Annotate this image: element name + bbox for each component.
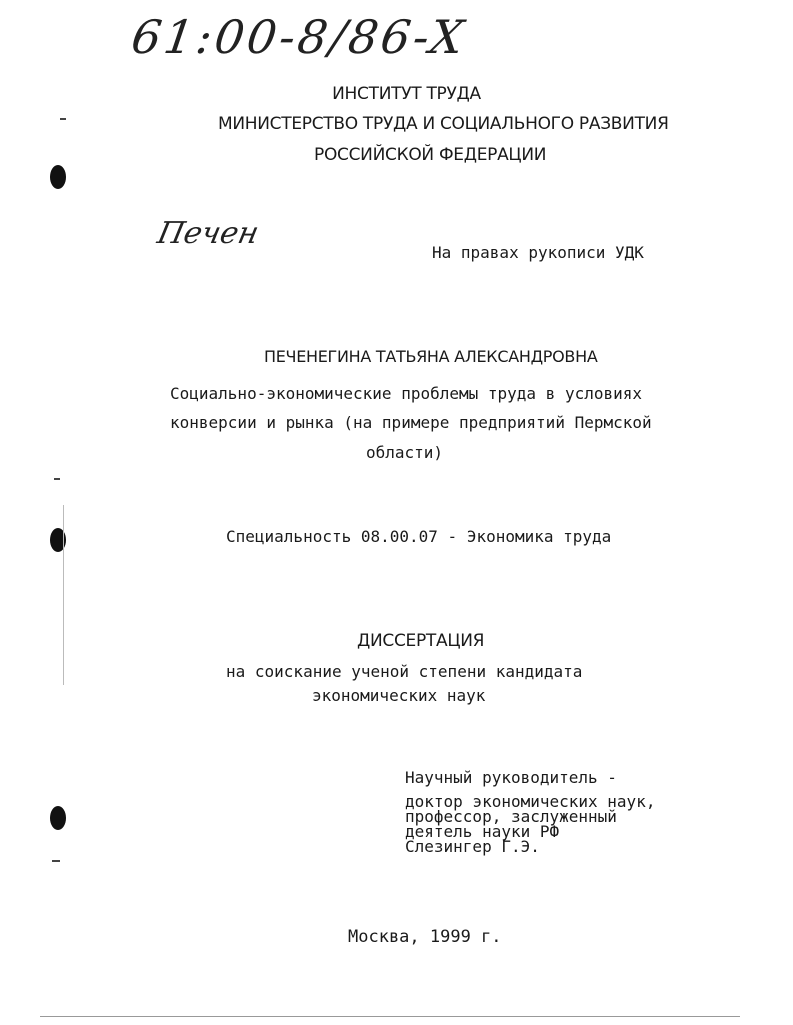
supervisor-line-3: профессор, заслуженный: [405, 807, 617, 826]
institute-name: ИНСТИТУТ ТРУДА: [332, 84, 481, 104]
ministry-name: МИНИСТЕРСТВО ТРУДА И СОЦИАЛЬНОГО РАЗВИТИЯ: [218, 114, 669, 134]
specialty: Специальность 08.00.07 - Экономика труда: [226, 527, 612, 546]
binding-hole-mark: [50, 165, 66, 189]
bottom-edge-line: [40, 1016, 740, 1017]
document-type: ДИССЕРТАЦИЯ: [357, 631, 485, 651]
thesis-title-line-2: конверсии и рынка (на примере предприятий Пермской: [170, 413, 652, 432]
city-year: Москва, 1999 г.: [348, 927, 502, 947]
margin-mark: [54, 478, 60, 480]
manuscript-note: На правах рукописи УДК: [432, 243, 644, 262]
margin-mark: [52, 860, 60, 862]
author-name: ПЕЧЕНЕГИНА ТАТЬЯНА АЛЕКСАНДРОВНА: [264, 347, 598, 366]
supervisor-line-1: Научный руководитель -: [405, 768, 617, 787]
margin-mark: [60, 118, 66, 120]
binding-hole-mark: [50, 806, 66, 830]
thesis-title-line-1: Социально-экономические проблемы труда в условиях: [170, 384, 643, 403]
supervisor-line-2: доктор экономических наук,: [405, 792, 656, 811]
degree-line-2: экономических наук: [312, 686, 486, 705]
archive-number: 61:00-8/86-X: [128, 10, 470, 64]
handwritten-signature: Печен: [154, 216, 262, 251]
margin-line: [63, 505, 64, 685]
federation-name: РОССИЙСКОЙ ФЕДЕРАЦИИ: [314, 145, 547, 165]
supervisor-line-5: Слезингер Г.Э.: [405, 837, 540, 856]
degree-line-1: на соискание ученой степени кандидата: [226, 662, 583, 681]
thesis-title-line-3: области): [366, 443, 444, 462]
supervisor-line-4: деятель науки РФ: [405, 822, 560, 841]
